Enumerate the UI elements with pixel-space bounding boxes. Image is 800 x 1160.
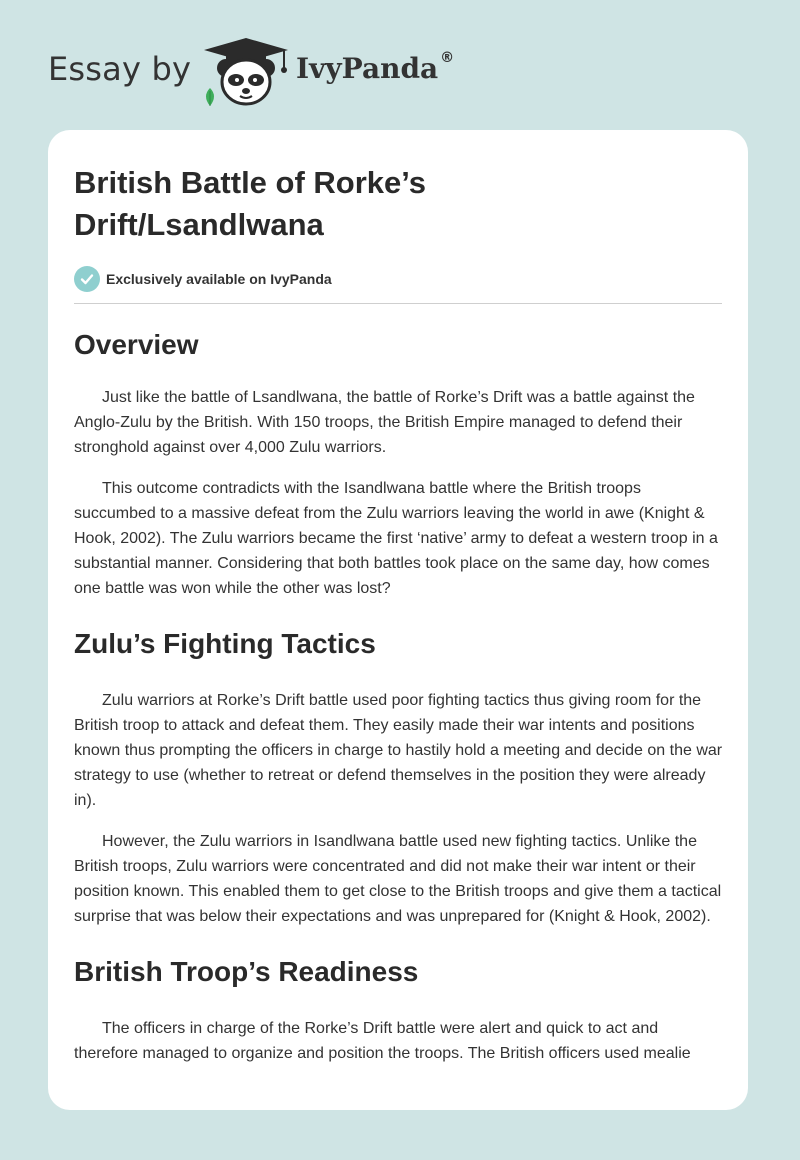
paragraph: Just like the battle of Lsandlwana, the battle of Rorke’s Drift was a battle against the Anglo-Zulu by the British. With 150 troops, the British Empire managed to defend their stronghold against over 4,000 Zulu warriors.	[74, 389, 695, 456]
section-zulu-fighting-tactics	[74, 627, 724, 929]
exclusive-badge	[74, 266, 724, 292]
essay-title: British Battle of Rorke’s Drift/Lsandlwana	[74, 165, 426, 242]
section-heading: British Troop’s Readiness	[74, 956, 419, 987]
check-icon	[74, 266, 100, 292]
section-overview	[74, 328, 724, 601]
essay-card	[48, 130, 748, 1110]
essay-content	[74, 162, 724, 1066]
section-british-troop-readiness	[74, 955, 724, 1066]
section-heading: Overview	[74, 329, 199, 360]
exclusive-badge-text: Exclusively available on IvyPanda	[106, 271, 332, 287]
panda-graduate-icon[interactable]	[200, 36, 292, 108]
brand-logo-text[interactable]	[296, 52, 454, 85]
paragraph: This outcome contradicts with the Isandlwana battle where the British troops succumbed to a massive defeat from the Zulu warriors leaving the world in awe (Knight & Hook, 2002). The Zulu warriors became the first ‘native’ army to defeat a western troop in a substantial manner. Considering that both battles took place on the same day, how comes one battle was won while the other was lost?	[74, 480, 718, 597]
brand-name: IvyPanda	[296, 52, 439, 85]
registered-mark: ®	[440, 50, 455, 66]
essay-by-label: Essay by	[48, 50, 192, 88]
paragraph: However, the Zulu warriors in Isandlwana battle used new fighting tactics. Unlike the British troops, Zulu warriors were concentrated and did not make their war intent or their position known. This enabled them to get close to the British troops and give them a tactical surprise that was below their expectations and was unprepared for (Knight & Hook, 2002).	[74, 833, 722, 925]
section-heading: Zulu’s Fighting Tactics	[74, 628, 376, 659]
site-header	[0, 0, 800, 130]
paragraph: The officers in charge of the Rorke’s Drift battle were alert and quick to act and therefore managed to organize and position the troops. The British officers used mealie	[74, 1020, 691, 1062]
paragraph: Zulu warriors at Rorke’s Drift battle used poor fighting tactics thus giving room for the British troop to attack and defeat them. They easily made their war intents and positions known thus prompting the officers in charge to hastily hold a meeting and decide on the war strategy to use (whether to retreat or defend themselves in the position they were already in).	[74, 692, 723, 809]
title-divider	[74, 303, 722, 304]
